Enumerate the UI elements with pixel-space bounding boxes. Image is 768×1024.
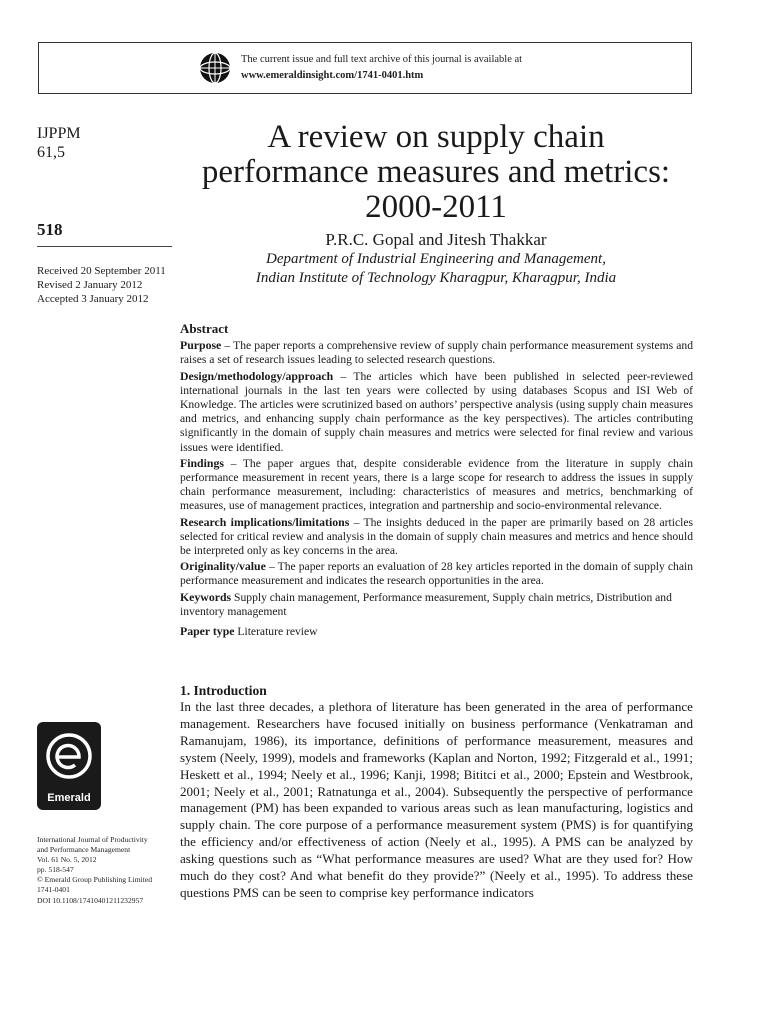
journal-abbreviation: IJPPM: [37, 125, 81, 142]
pub-info-line: 1741-0401: [37, 885, 70, 895]
abstract-text: – The paper reports a comprehensive review of supply chain performance measurement systems and raises a set of research issues leading to selected research questions.: [180, 339, 693, 367]
globe-icon: [199, 52, 231, 84]
abstract-text: – The insights deduced in the paper are primarily based on 28 articles selected for critical review and analysis in the domain of supply chain measures and metrics and hence should be interpreted only as key concerns in the area.: [180, 515, 694, 558]
introduction-section: [180, 683, 693, 902]
article-dates: [37, 264, 166, 306]
abstract: [180, 322, 693, 640]
pub-info-line: pp. 518-547: [37, 865, 74, 875]
abstract-text: – The paper argues that, despite considerable evidence from the literature in supply chain performance measurement in recent years, there is a large scope for research to address the issues in supply chain performance measurement, including: characteristics of measures and metrics, benchmarking of measures, use of management practices, integration and partnership and socio-environmental relevance.: [180, 456, 693, 513]
pub-info-line: © Emerald Group Publishing Limited: [37, 875, 153, 885]
abstract-findings: [180, 456, 693, 514]
introduction-body: In the last three decades, a plethora of literature has been generated in the area of performance management. Researchers have focused initially on business performance (Venkatraman and Ramanujam, 1986), its importance, definitions of performance measurement, measures and system (Neely, 1999), models and frameworks (Kaplan and Norton, 1992; Fitzgerald et al., 1991; Heskett et al., 1994; Neely et al., 1996; Kanji, 1998; Bititci et al., 2000; Epstein and Westbrook, 2001; Neely et al., 2001; Ratnatunga et al., 2004). Subsequently the perspective of performance management (PM) has been expanded to various areas such as lean manufacturing, logistics and supply chain. The core purpose of a performance measurement system (PMS) is for quantifying the efficiency and/or effectiveness of action (Neely et al., 1995). A PMS can be analyzed by asking questions such as “What performance measures are used? What are they used for? How much do they cost? And what benefit do they provide?” (Neely et al., 1995). To address these questions PMS can be seen to comprise key performance indicators: [180, 699, 693, 900]
abstract-heading: Abstract: [180, 321, 229, 336]
publication-info: [37, 835, 177, 906]
journal-banner: [38, 42, 692, 94]
pub-info-line: DOI 10.1108/17410401211232957: [37, 895, 144, 905]
pub-info-line: International Journal of Productivity: [37, 835, 148, 844]
article-title: A review on supply chain performance measures and metrics: 2000-2011: [201, 119, 671, 225]
abstract-purpose: [180, 338, 693, 367]
logo-name: Emerald: [47, 792, 91, 804]
emerald-e-icon: [45, 730, 93, 782]
abstract-text: – The articles which have been published in selected peer-reviewed international journals in the last ten years were collected by using databases Scopus and ISI Web of Knowledge. The articles were scrutinized based on authors’ perspective analysis (using supply chain measures and metrics, and enhancing supply chain performance as the key perspectives). The articles contributing significantly in the domain of supply chain measures and metrics were selected for final review and various issues were identified.: [180, 369, 693, 454]
affiliation-line: Department of Industrial Engineering and Management,: [266, 251, 606, 267]
volume-issue: 61,5: [37, 144, 65, 161]
abstract-text: – The paper reports an evaluation of 28 key articles reported in the domain of supply chain performance measurement and indicates the research opportunities in the area.: [180, 560, 693, 588]
page-number: 518: [37, 220, 63, 239]
abstract-text: Supply chain management, Performance measurement, Supply chain metrics, Distribution and inventory management: [180, 590, 672, 618]
accepted-date: Accepted 3 January 2012: [37, 293, 149, 305]
abstract-label: Purpose: [180, 338, 222, 353]
author-affiliation: [180, 250, 692, 288]
banner-text: The current issue and full text archive of this journal is available at: [241, 54, 523, 65]
abstract-keywords: [180, 590, 693, 619]
abstract-design: [180, 369, 693, 455]
abstract-implications: [180, 515, 693, 559]
abstract-label: Originality/value: [180, 559, 266, 574]
abstract-label: Design/methodology/approach: [180, 368, 334, 383]
abstract-label: Paper type: [180, 624, 235, 639]
sidebar-divider: [37, 246, 172, 247]
abstract-text: Literature review: [234, 625, 318, 639]
abstract-label: Research implications/limitations: [180, 514, 350, 529]
pub-info-line: Vol. 61 No. 5, 2012: [37, 855, 97, 865]
section-heading: 1. Introduction: [180, 683, 267, 698]
abstract-originality: [180, 559, 693, 588]
journal-meta: [37, 124, 173, 162]
abstract-paper-type: [180, 624, 693, 639]
emerald-logo: [37, 722, 101, 810]
article-authors: P.R.C. Gopal and Jitesh Thakkar: [325, 230, 547, 249]
abstract-label: Keywords: [180, 589, 232, 604]
pub-info-line: and Performance Management: [37, 845, 131, 855]
received-date: Received 20 September 2011: [37, 265, 166, 277]
abstract-label: Findings: [180, 455, 224, 470]
banner-url[interactable]: www.emeraldinsight.com/1741-0401.htm: [241, 70, 424, 81]
revised-date: Revised 2 January 2012: [37, 279, 143, 291]
affiliation-line: Indian Institute of Technology Kharagpur, Kharagpur, India: [255, 270, 617, 286]
